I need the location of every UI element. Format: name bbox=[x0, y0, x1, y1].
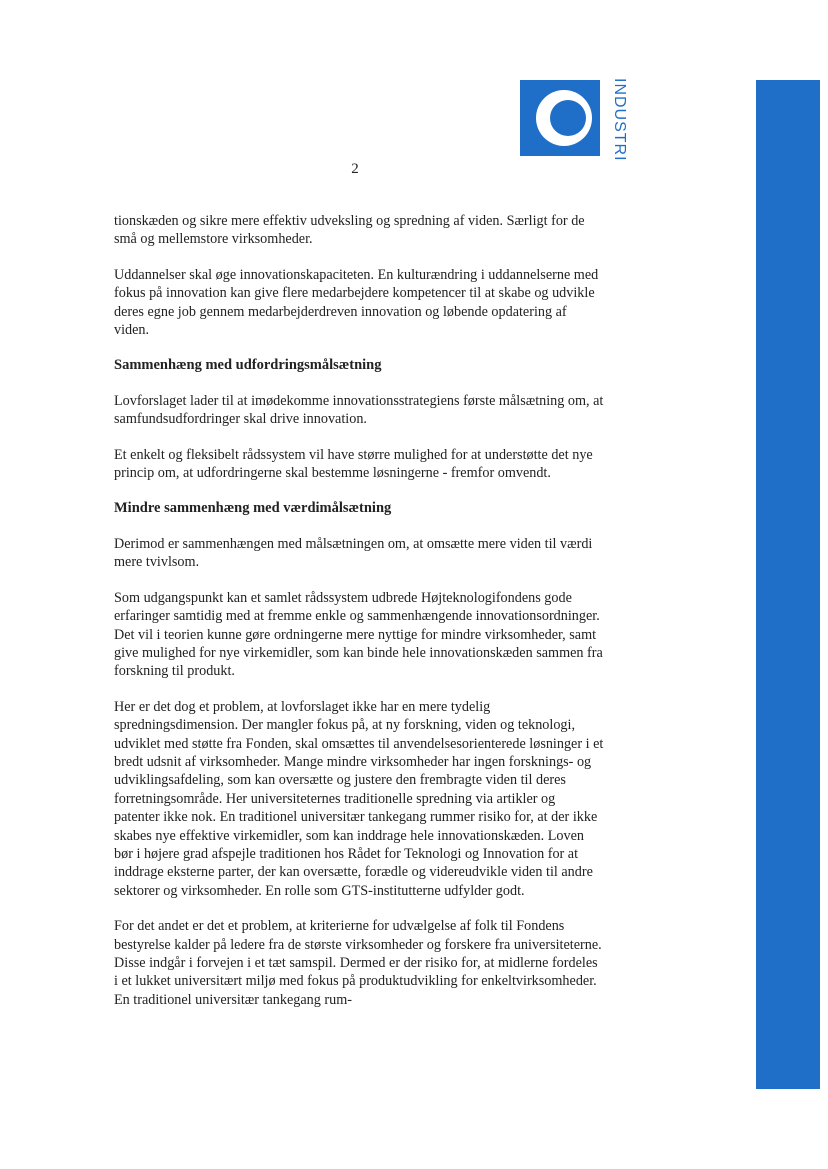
heading-udfordringsmaalsaetning: Sammenhæng med udfordringsmålsætning bbox=[114, 357, 382, 374]
logo-wordmark: INDUSTRI bbox=[611, 78, 628, 162]
heading-vaerdimaalsaetning: Mindre sammenhæng med værdimålsætning bbox=[114, 500, 392, 517]
industri-logo-icon bbox=[520, 80, 600, 156]
paragraph-7: Her er det dog et problem, at lovforslaget ikke har en mere tydelig spredningsdimension. Der mangler fokus på, at ny forskning, viden og teknologi, udviklet med støtte fra Fonden, skal omsættes til anvendelsesorienterede løsninger i et bredt udsnit af virksomheder. Mange mindre virksomheder har ingen forsknings- og udviklingsafdeling, som kan oversætte og justere den frembragte viden til deres forretningsområde. Her universiteternes traditionelle spredning via artikler og patenter ikke nok. En traditionel universitær tankegang rummer risiko for, at der ikke skabes nye effektive virkemidler, som kan inddrage hele innovationskæden. Loven bør i højere grad afspejle traditionen hos Rådet for Teknologi og Innovation for at inddrage eksterne parter, der kan oversætte, forædle og videreudvikle viden til andre sektorer og virksomheder. En rolle som GTS-institutterne udfylder godt. bbox=[114, 698, 604, 899]
blue-side-stripe bbox=[756, 80, 820, 1089]
paragraph-6: Som udgangspunkt kan et samlet rådssystem udbrede Højteknologifondens gode erfaringer samtidig med at fremme enkle og sammenhængende innovationsordninger. Det vil i teorien kunne gøre ordningerne mere nyttige for mindre virksomheder, samt give mulighed for nye virkemidler, som kan binde hele innovationskæden sammen fra forskning til produkt. bbox=[114, 589, 603, 680]
document-body bbox=[114, 212, 604, 1026]
paragraph-2: Uddannelser skal øge innovationskapaciteten. En kulturændring i uddannelserne med fokus på innovation kan give flere medarbejdere kompetencer til at skabe og udvikle deres egne job gennem medarbejderdreven innovation og løbende opdatering af viden. bbox=[114, 266, 599, 339]
paragraph-3: Lovforslaget lader til at imødekomme innovationsstrategiens første målsætning om, at samfundsudfordringer skal drive innovation. bbox=[114, 392, 604, 428]
page-number: 2 bbox=[351, 161, 359, 177]
paragraph-5: Derimod er sammenhængen med målsætningen om, at omsætte mere viden til værdi mere tvivlsom. bbox=[114, 535, 593, 571]
paragraph-4: Et enkelt og fleksibelt rådssystem vil have større mulighed for at understøtte det nye princip om, at udfordringerne skal bestemme løsningerne - fremfor omvendt. bbox=[114, 446, 593, 482]
paragraph-8: For det andet er det et problem, at kriterierne for udvælgelse af folk til Fondens bestyrelse kalder på ledere fra de største virksomheder og forskere fra universiteterne. Disse indgår i forvejen i et tæt samspil. Dermed er der risiko for, at midlerne fordeles i et lukket universitært miljø med fokus på produktudvikling for enkeltvirksomheder. En traditionel universitær tankegang rum- bbox=[114, 918, 602, 1008]
paragraph-1: tionskæden og sikre mere effektiv udveksling og spredning af viden. Særligt for de små og mellemstore virksomheder. bbox=[114, 213, 585, 248]
